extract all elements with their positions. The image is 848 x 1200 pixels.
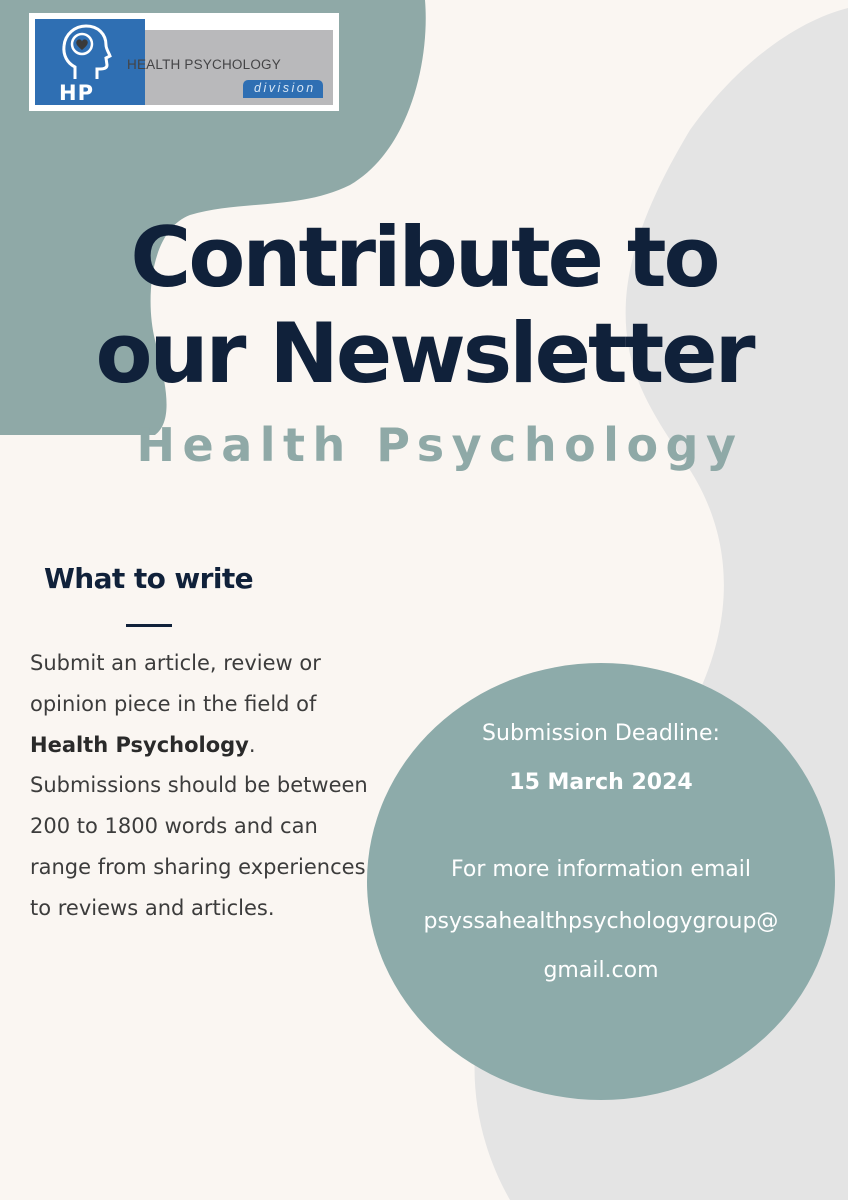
section-body <box>30 643 375 929</box>
logo-name: HEALTH PSYCHOLOGY <box>127 57 281 72</box>
email-address-line-1: psyssahealthpsychologygroup@ <box>423 909 779 934</box>
email-prompt: For more information email <box>451 857 751 882</box>
body-tail: . Submissions should be between 200 to 1800 words and can range from sharing experiences to reviews and articles. <box>30 732 368 920</box>
title-line-1: Contribute to <box>130 209 718 306</box>
body-bold-field: Health Psychology <box>30 732 249 757</box>
logo-division-label: division <box>254 81 316 95</box>
subtitle: Health Psychology <box>136 418 744 472</box>
page-title <box>0 210 848 402</box>
section-heading: What to write <box>44 562 254 595</box>
title-line-2: our Newsletter <box>95 305 753 402</box>
head-profile-icon <box>53 23 113 81</box>
logo-initials: HP <box>59 81 94 105</box>
hp-division-logo <box>29 13 339 111</box>
deadline-label: Submission Deadline: <box>482 721 720 746</box>
body-lead: Submit an article, review or opinion piece in the field of <box>30 651 321 716</box>
deadline-date: 15 March 2024 <box>509 770 693 795</box>
heading-divider <box>126 624 172 627</box>
email-address-line-2: gmail.com <box>543 958 659 983</box>
